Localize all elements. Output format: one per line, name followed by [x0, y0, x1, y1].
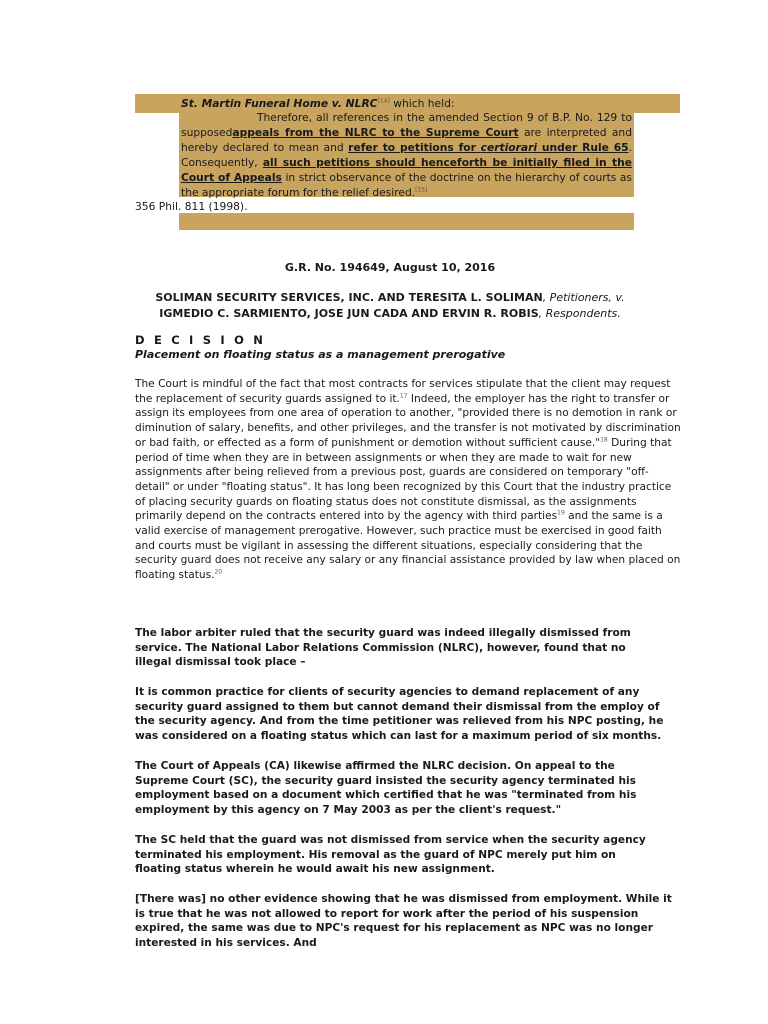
quote-emphasis: appeals from the NLRC to the Supreme Court	[232, 125, 519, 139]
footnote-ref: [15]	[415, 185, 428, 193]
paragraph: It is common practice for clients of security agencies to demand replacement of any security guard assigned to them but cannot demand their dismissal from the employ of the security agency. And from the time petitioner was relieved from his NPC posting, he was considered on a floating status which can last for a maximum period of six months.	[135, 686, 664, 743]
quote-text: Therefore, all references in the amended Section 9 of B.P. No. 129 to supposed	[181, 111, 632, 139]
parties	[135, 290, 645, 322]
quote-emphasis: refer to petitions for	[348, 140, 481, 154]
decision-heading: D E C I S I O N	[135, 333, 266, 347]
respondents: IGMEDIO C. SARMIENTO, JOSE JUN CADA AND ERVIN R. ROBIS	[159, 306, 539, 320]
respondents-role: , Respondents.	[538, 306, 621, 320]
quote-text: are interpreted and hereby declared to mean and	[181, 125, 632, 154]
quote-highlight-bottom	[179, 213, 634, 230]
footnote-ref: 17	[399, 392, 408, 400]
paragraph-text: Indeed, the employer has the right to transfer or assign its employees from one area of operation to another, "provided there is no demotion in rank or diminution of salary, benefits, and other privileges, and the transfer is not motivated by discrimination or bad faith, or effected as a form of punishment or demotion without sufficient cause."	[135, 392, 681, 449]
quote-emphasis: all such petitions should henceforth be initially filed in the Court of Appeals	[181, 155, 633, 184]
paragraph-text: The Court is mindful of the fact that most contracts for services stipulate that the client may request the replacement of security guards assigned to it.	[135, 378, 671, 405]
paragraph: The Court of Appeals (CA) likewise affirmed the NLRC decision. On appeal to the Supreme Court (SC), the security guard insisted the security agency terminated his employment based on a document which certified that he was "terminated from his employment by this agency on 7 May 2003 as per the client's request."	[135, 760, 637, 817]
paragraph	[135, 377, 681, 583]
quote-emphasis: certiorari	[480, 140, 538, 154]
footnote-ref: 19	[557, 509, 565, 517]
petitioners: SOLIMAN SECURITY SERVICES, INC. AND TERESITA L. SOLIMAN	[155, 291, 543, 304]
paragraph-text: and the same is a valid exercise of management prerogative. However, such practice must be exercised in good faith and courts must be vigilant in assessing the different situations, especially considering that the security guard does not receive any salary or any financial assistance provided by law when placed on floating status.	[135, 510, 681, 582]
footnote-ref: 18	[600, 436, 608, 444]
paragraph: The SC held that the guard was not dismissed from service when the security agency terminated his employment. His removal as the guard of NPC merely put him on floating status wherein he would await his new assignment.	[135, 834, 646, 876]
case-reference: 356 Phil. 811 (1998).	[135, 200, 248, 213]
section-subheading: Placement on floating status as a management prerogative	[135, 348, 506, 361]
quote-held: which held:	[389, 97, 455, 110]
paragraph: [There was] no other evidence showing that he was dismissed from employment. While it is true that he was not allowed to report for work after the period of his suspension expired, the same was due to NPC's request for his replacement as NPC was no longer interested in his services. And	[135, 893, 672, 950]
quote-text: . Consequently,	[181, 140, 632, 169]
footnote-ref: 20	[214, 568, 223, 576]
petitioners-role: , Petitioners, v.	[542, 291, 625, 304]
block-quote	[181, 111, 632, 200]
paragraph: The labor arbiter ruled that the security guard was indeed illegally dismissed from service. The National Labor Relations Commission (NLRC), however, found that no illegal dismissal took place –	[135, 627, 631, 669]
gr-number: G.R. No. 194649, August 10, 2016	[284, 261, 496, 274]
quote-emphasis: under Rule 65	[537, 140, 629, 154]
footnote-ref: [14]	[377, 97, 390, 105]
paragraph-text: During that period of time when they are in between assignments or when they are made to wait for new assignments after being relieved from a previous post, guards are considered on temporary "off-detail" or under "floating status". It has long been recognized by this Court that the industry practice of placing security guards on floating status does not constitute dismissal, as the assignments primarily depend on the contracts entered into by the agency with third parties	[135, 436, 672, 523]
case-name: St. Martin Funeral Home v. NLRC	[181, 97, 378, 110]
quote-heading	[181, 97, 454, 110]
quote-text: in strict observance of the doctrine on the hierarchy of courts as the appropriate forum for the relief desired.	[181, 170, 633, 199]
